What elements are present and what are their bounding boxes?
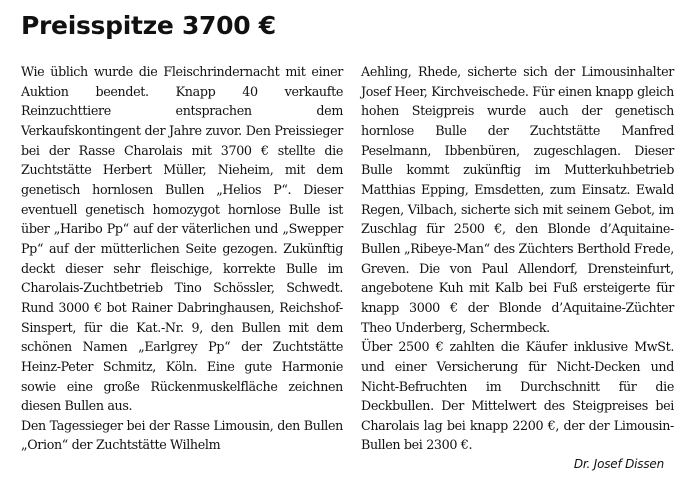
- right-paragraph-1: Aehling, Rhede, sicherte sich der Limousinhalter Josef Heer, Kirchveischede. Für einen knapp gleich hohen Steigpreis wurde auch der genetisch hornlose Bulle der Zuchtstätte Manfred Peselmann, Ibbenbüren, zugeschlagen. Dieser Bulle kommt zukünftig im Mutterkuhbetrieb Matthias Epping, Emsdetten, zum Einsatz. Ewald Regen, Vilbach, sicherte sich mit seinem Gebot, im Zuschlag für 2500 €, den Blonde d’Aquitaine-Bullen „Ribeye-Man“ des Züchters Berthold Frede, Greven. Die von Paul Allendorf, Drensteinfurt, angebotene Kuh mit Kalb bei Fuß ersteigerte für knapp 3000 € der Blonde d’Aquitaine-Züchter Theo Underberg, Schermbeck.: [361, 64, 674, 335]
- right-column: [361, 62, 674, 473]
- author-byline: Dr. Josef Dissen: [573, 457, 664, 472]
- right-paragraph-2: Über 2500 € zahlten die Käufer inklusive MwSt. und einer Versicherung für Nicht-Decken und Nicht-Befruchten im Durchschnitt für die Deckbullen. Der Mittelwert des Steigpreises bei Charolais lag bei knapp 2200 €, der der Limousin-Bullen bei 2300 €.: [361, 339, 674, 453]
- left-paragraph-2: Den Tagessieger bei der Rasse Limousin, den Bullen „Orion“ der Zuchtstätte Wilhelm: [21, 417, 343, 453]
- headline: Preisspitze 3700 €: [21, 11, 276, 40]
- left-paragraph-1: Wie üblich wurde die Fleischrindernacht mit einer Auktion beendet. Knapp 40 verkaufte Reinzuchttiere entsprachen dem Verkaufskontingent der Jahre zuvor. Den Preissieger bei der Rasse Charolais mit 3700 € stellte die Zuchtstätte Herbert Müller, Nieheim, mit dem genetisch hornlosen Bullen „Helios P“. Dieser eventuell genetisch homozygot hornlose Bulle ist über „Haribo Pp“ auf der väterlichen und „Swepper Pp“ auf der mütterlichen Seite gezogen. Zukünftig deckt dieser sehr fleischige, korrekte Bulle im Charolais-Zuchtbetrieb Tino Schössler, Schwedt. Rund 3000 € bot Rainer Dabringhausen, Reichshof-Sinspert, für die Kat.-Nr. 9, den Bullen mit dem schönen Namen „Earlgrey Pp“ der Zuchtstätte Heinz-Peter Schmitz, Köln. Eine gute Harmonie sowie eine große Rückenmuskelfläche zeichnen diesen Bullen aus.: [21, 64, 343, 414]
- left-column: [21, 62, 343, 455]
